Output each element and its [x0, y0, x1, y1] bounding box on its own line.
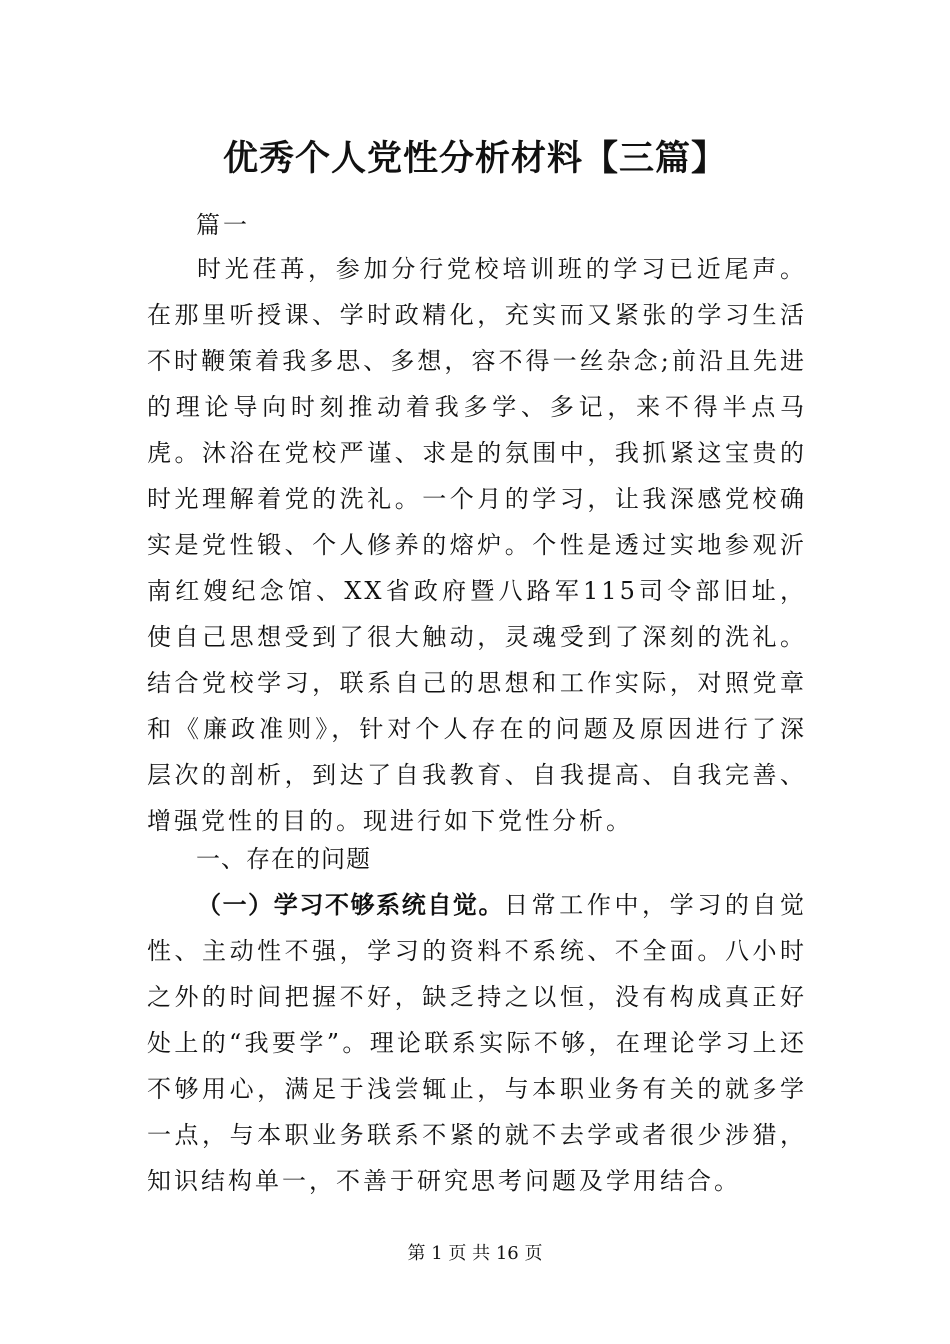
page-footer: 第 1 页 共 16 页 — [407, 1243, 543, 1264]
section-heading-problems: 一、存在的问题 — [196, 845, 371, 873]
paragraph-learning-text: 日常工作中，学习的自觉性、主动性不强，学习的资料不系统、不全面。八小时之外的时间把握不好，缺乏持之以恒，没有构成真正好处上的“我要学”。理论联系实际不够，在理论学习上还不够用心，满足于浅尝辄止，与本职业务有关的就多学一点，与本职业务联系不紧的就不去学或者很少涉猎，知识结构单一，不善于研究思考问题及学用结合。 — [147, 891, 808, 1195]
subheading-learning: （一）学习不够系统自觉。 — [197, 891, 505, 919]
section-label: 篇一 — [196, 211, 250, 239]
paragraph-learning — [147, 882, 807, 1204]
paragraph-intro: 时光荏苒，参加分行党校培训班的学习已近尾声。在那里听授课、学时政精化，充实而又紧张的学习生活不时鞭策着我多思、多想，容不得一丝杂念;前沿且先进的理论导向时刻推动着我多学、多记，来不得半点马虎。沐浴在党校严谨、求是的氛围中，我抓紧这宝贵的时光理解着党的洗礼。一个月的学习，让我深感党校确实是党性锻、个人修养的熔炉。个性是透过实地参观沂南红嫂纪念馆、XX省政府暨八路军115司令部旧址，使自己思想受到了很大触动，灵魂受到了深刻的洗礼。结合党校学习，联系自己的思想和工作实际，对照党章和《廉政准则》，针对个人存在的问题及原因进行了深层次的剖析，到达了自我教育、自我提高、自我完善、增强党性的目的。现进行如下党性分析。 — [147, 255, 807, 835]
document-title: 优秀个人党性分析材料【三篇】 — [222, 138, 727, 179]
